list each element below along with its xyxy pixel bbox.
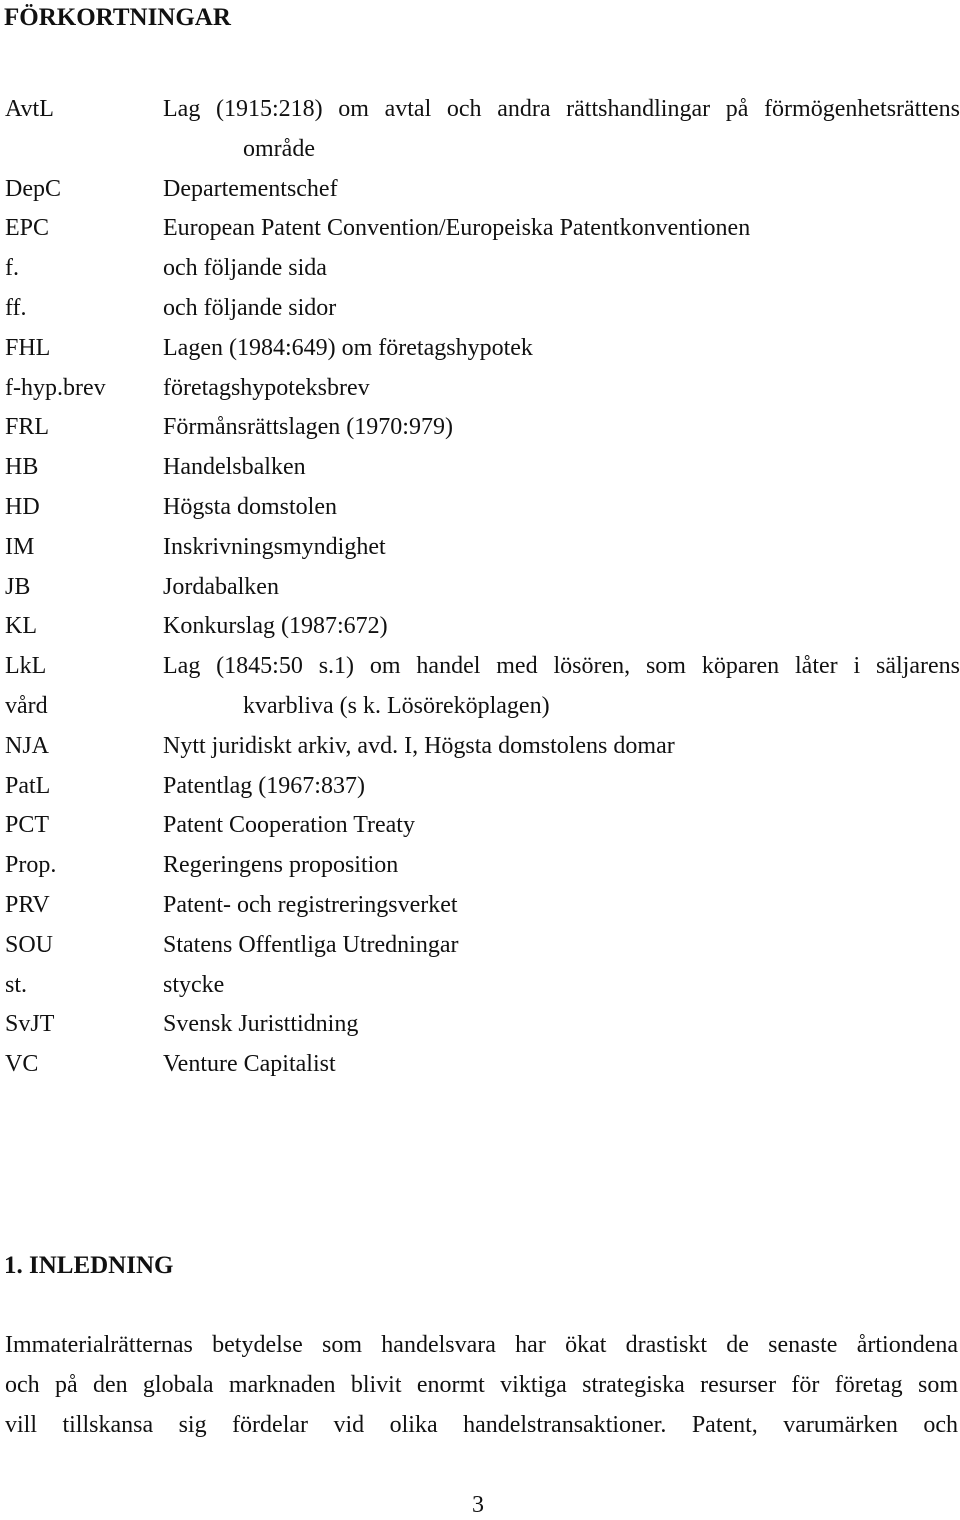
paragraph-line: Immaterialrätternas betydelse som handelsvara har ökat drastiskt de senaste årtiondena <box>5 1332 958 1358</box>
abbreviation-row <box>0 886 960 926</box>
abbreviation-term: Prop. <box>5 852 57 879</box>
abbreviation-term: SOU <box>5 931 54 958</box>
abbreviation-definition: Konkurslag (1987:672) <box>163 613 388 640</box>
abbreviation-row <box>0 846 960 886</box>
abbreviation-row <box>0 170 960 210</box>
abbreviation-row <box>0 209 960 249</box>
abbreviation-row <box>0 289 960 329</box>
abbreviation-term: JB <box>5 573 31 600</box>
abbreviation-term: PRV <box>5 891 50 918</box>
abbreviation-term: st. <box>5 971 28 998</box>
abbreviation-term: AvtL <box>5 96 54 122</box>
abbreviation-row <box>0 926 960 966</box>
paragraph-line: och på den globala marknaden blivit enormt viktiga strategiska resurser för företag som <box>5 1372 958 1398</box>
abbreviation-row <box>0 1005 960 1045</box>
abbreviation-term: ff. <box>5 294 27 321</box>
abbreviation-definition: European Patent Convention/Europeiska Patentkonventionen <box>163 215 751 242</box>
abbreviation-definition: Patentlag (1967:837) <box>163 772 365 799</box>
abbreviation-definition: och följande sidor <box>163 294 337 321</box>
abbreviation-term: PCT <box>5 812 50 839</box>
abbreviation-term: KL <box>5 613 37 640</box>
abbreviations-heading: FÖRKORTNINGAR <box>4 4 231 31</box>
abbreviation-term: SvJT <box>5 1011 55 1038</box>
abbreviation-definition: Jordabalken <box>163 573 279 600</box>
abbreviation-row <box>0 488 960 528</box>
abbreviation-row-continuation <box>0 687 960 727</box>
abbreviation-definition: Lagen (1984:649) om företagshypotek <box>163 334 533 361</box>
abbreviation-definition: Patent Cooperation Treaty <box>163 812 415 839</box>
abbreviation-definition: Statens Offentliga Utredningar <box>163 931 459 958</box>
abbreviation-term: f. <box>5 255 19 282</box>
abbreviation-definition: Lag (1845:50 s.1) om handel med lösören, som köparen låter i säljarens <box>163 653 960 680</box>
abbreviation-definition: Svensk Juristtidning <box>163 1011 359 1038</box>
abbreviation-definition: Lag (1915:218) om avtal och andra rättshandlingar på förmögenhetsrättens <box>163 96 960 122</box>
abbreviation-row <box>0 369 960 409</box>
paragraph-line: vill tillskansa sig fördelar vid olika handelstransaktioner. Patent, varumärken och <box>5 1412 958 1438</box>
abbreviation-term: NJA <box>5 732 50 759</box>
abbreviation-row <box>0 90 960 130</box>
abbreviation-term: PatL <box>5 772 51 799</box>
abbreviation-row <box>0 1045 960 1085</box>
abbreviation-definition: Inskrivningsmyndighet <box>163 533 386 560</box>
abbreviation-definition: Högsta domstolen <box>163 493 337 520</box>
abbreviation-row <box>0 329 960 369</box>
abbreviation-term: FHL <box>5 334 51 361</box>
abbreviation-definition: Regeringens proposition <box>163 852 399 879</box>
abbreviation-term: EPC <box>5 215 50 242</box>
abbreviation-row <box>0 408 960 448</box>
abbreviation-term: f-hyp.brev <box>5 374 106 401</box>
abbreviation-list <box>0 90 960 1085</box>
abbreviation-term: DepC <box>5 175 61 202</box>
abbreviation-definition: och följande sida <box>163 255 327 282</box>
abbreviation-definition: område <box>243 135 315 162</box>
abbreviation-term: IM <box>5 533 35 560</box>
abbreviation-definition: Venture Capitalist <box>163 1051 336 1078</box>
abbreviation-definition: Förmånsrättslagen (1970:979) <box>163 414 453 441</box>
abbreviation-definition: företagshypoteksbrev <box>163 374 370 401</box>
abbreviation-term: vård <box>5 692 48 719</box>
abbreviation-definition: stycke <box>163 971 225 998</box>
abbreviation-row <box>0 607 960 647</box>
introduction-heading: 1. INLEDNING <box>4 1252 174 1279</box>
abbreviation-row <box>0 806 960 846</box>
abbreviation-definition: kvarbliva (s k. Lösöreköplagen) <box>243 692 550 719</box>
abbreviation-term: FRL <box>5 414 50 441</box>
abbreviation-row <box>0 966 960 1006</box>
introduction-paragraph <box>5 1325 958 1445</box>
abbreviation-definition: Nytt juridiskt arkiv, avd. I, Högsta domstolens domar <box>163 732 675 759</box>
abbreviation-term: VC <box>5 1051 39 1078</box>
abbreviation-row <box>0 767 960 807</box>
abbreviation-term: HB <box>5 454 39 481</box>
abbreviation-definition: Handelsbalken <box>163 454 306 481</box>
abbreviation-row <box>0 249 960 289</box>
abbreviation-term: HD <box>5 493 40 520</box>
abbreviation-row <box>0 568 960 608</box>
abbreviation-row <box>0 528 960 568</box>
abbreviation-definition: Departementschef <box>163 175 338 202</box>
abbreviation-row <box>0 727 960 767</box>
abbreviation-row <box>0 647 960 687</box>
abbreviation-definition: Patent- och registreringsverket <box>163 891 458 918</box>
abbreviation-row <box>0 448 960 488</box>
abbreviation-row-continuation <box>0 130 960 170</box>
page-number: 3 <box>472 1492 484 1518</box>
abbreviation-term: LkL <box>5 653 47 680</box>
